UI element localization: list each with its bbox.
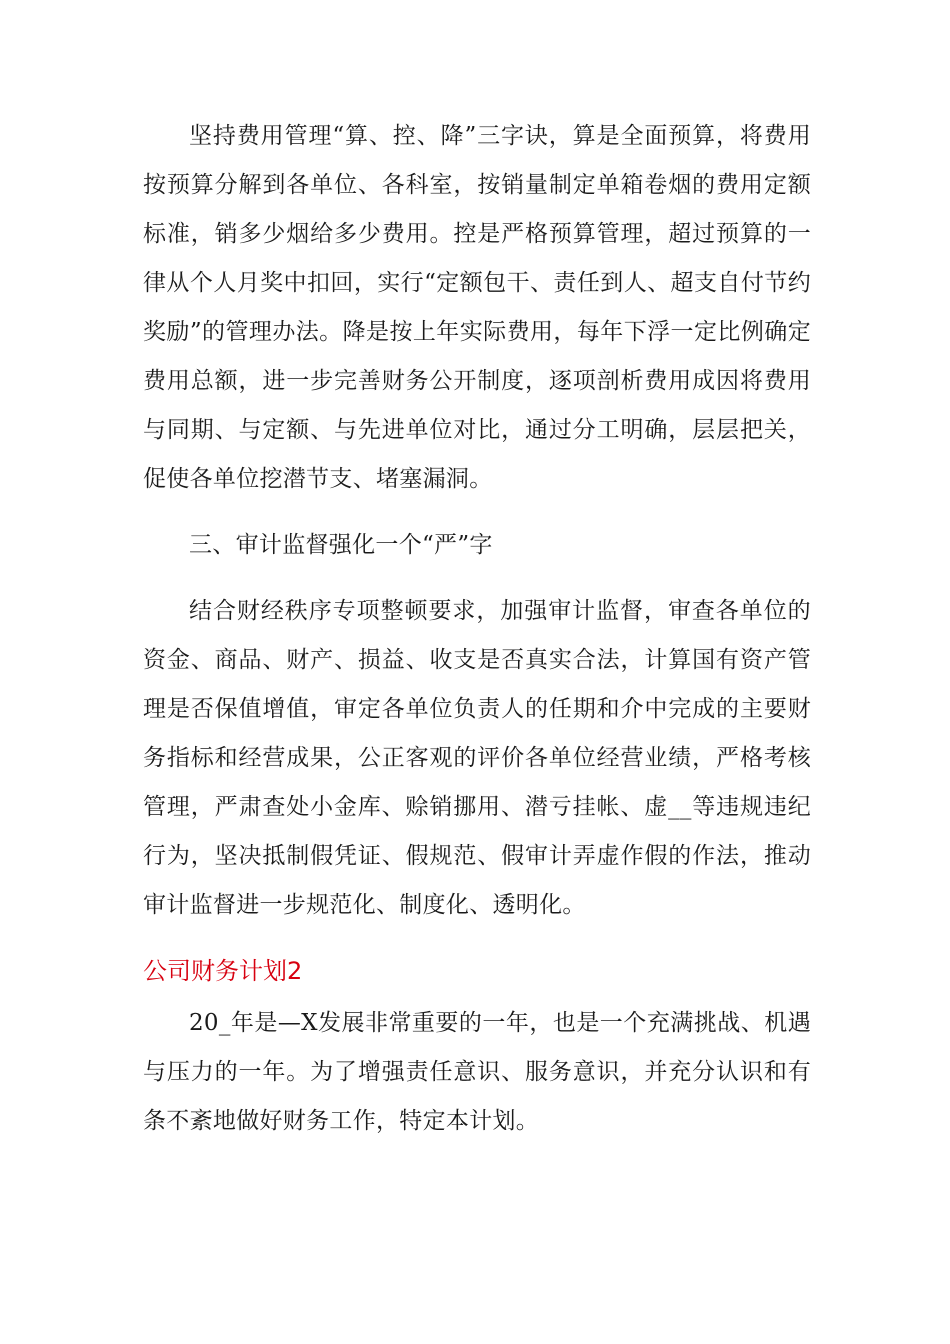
- subheading-audit-supervision: 三、审计监督强化一个“严”字: [189, 532, 493, 558]
- paragraph-plan-intro: 20_年是—X发展非常重要的一年，也是一个充满挑战、机遇与压力的一年。为了增强责任意识、服务意识，并充分认识和有条不紊地做好财务工作，特定本计划。: [143, 1010, 811, 1134]
- paragraph-audit-supervision: 结合财经秩序专项整顿要求，加强审计监督，审查各单位的资金、商品、财产、损益、收支是否真实合法，计算国有资产管理是否保值增值，审定各单位负责人的任期和介中完成的主要财务指标和经营成果，公正客观的评价各单位经营业绩，严格考核管理，严肃查处小金库、赊销挪用、潜亏挂帐、虚__等违规违纪行为，坚决抵制假凭证、假规范、假审计弄虚作假的作法，推动审计监督进一步规范化、制度化、透明化。: [143, 598, 811, 918]
- paragraph-expense-management: 坚持费用管理“算、控、降”三字诀，算是全面预算，将费用按预算分解到各单位、各科室，按销量制定单箱卷烟的费用定额标准，销多少烟给多少费用。控是严格预算管理，超过预算的一律从个人月奖中扣回，实行“定额包干、责任到人、超支自付节约奖励”的管理办法。降是按上年实际费用，每年下浮一定比例确定费用总额，进一步完善财务公开制度，逐项剖析费用成因将费用与同期、与定额、与先进单位对比，通过分工明确，层层把关，促使各单位挖潜节支、堵塞漏洞。: [143, 123, 811, 492]
- section-title-financial-plan-2: 公司财务计划2: [143, 957, 303, 985]
- document-body: [143, 112, 811, 1146]
